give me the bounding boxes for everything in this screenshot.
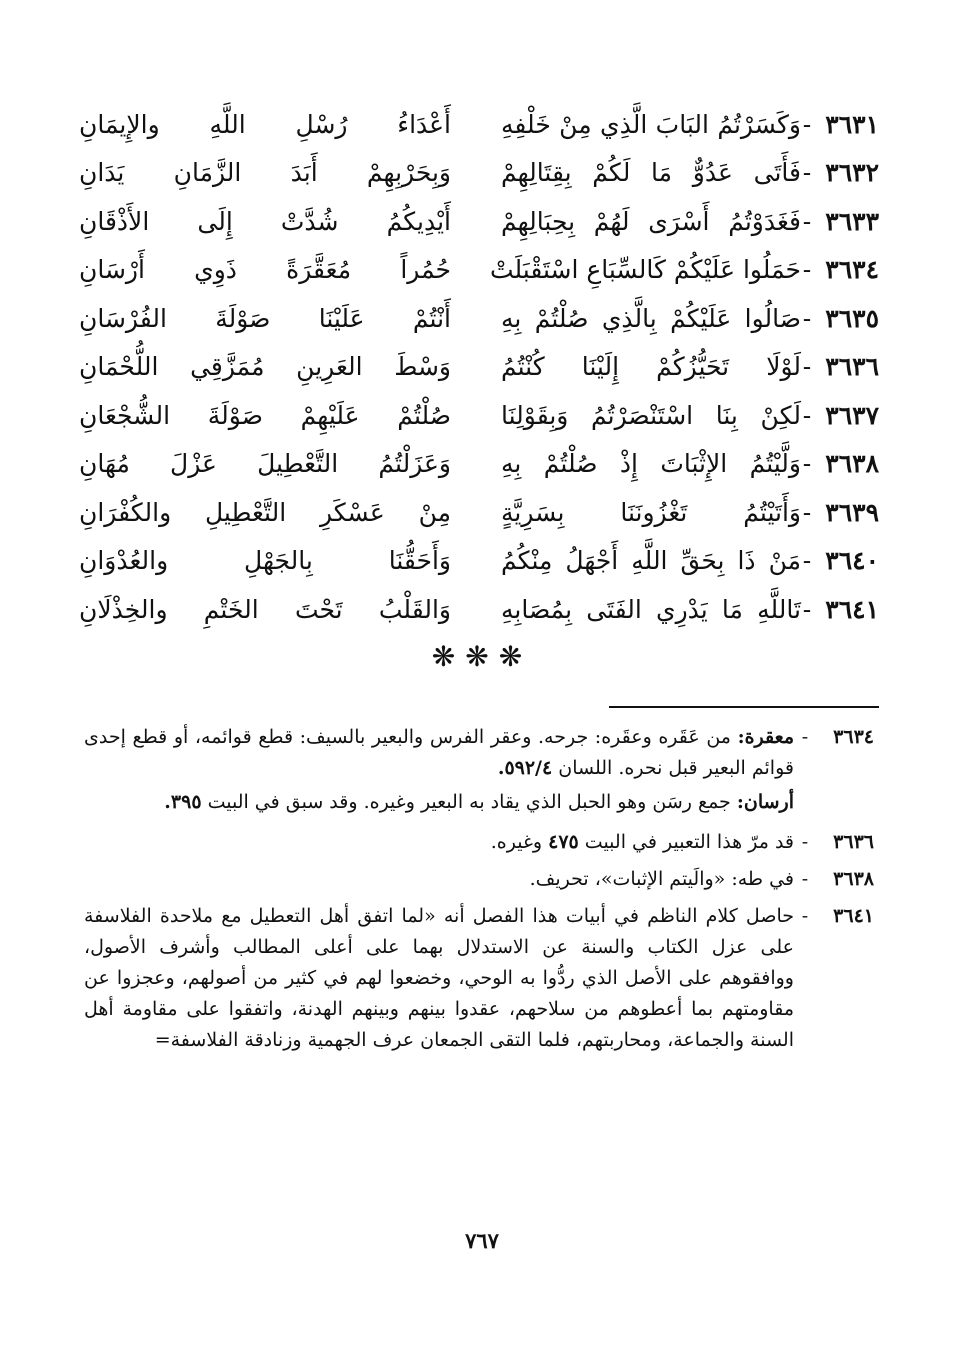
verse-line: [79, 391, 879, 440]
footnote-body: حاصل كلام الناظم في أبيات هذا الفصل أنه «لما اتفق أهل التعطيل مع ملاحدة الفلاسفة على عزل الكتاب والسنة عن الاستدلال بهما على أعلى المطالب وأشرف الأصول، ووافقوهم على الأصل الذي ردُّوا به الوحي، وخضعوا لهم في كثير من أصولهم، وعجزوا عن مقاومتهم بما أعطوهم من سلاحهم، عقدوا بينهم وبينهم الهدنة، واتفقوا على مقاومة أهل السنة والجماعة، ومحاربتهم، فلما التقى الجمعان عرف الجهمية وزنادقة الفلاسفة=: [84, 905, 794, 1051]
verse-first-hemistich: لَوْلَا تَحَيُّزُكُمْ إِلَيْنَا كُنْتُمُ: [501, 352, 801, 382]
verse-line: [79, 294, 879, 343]
verse-dash: -: [802, 594, 812, 624]
verse-first-hemistich: وَكَسَرْتُمُ البَابَ الَّذِي مِنْ خَلْفِهِ: [501, 109, 801, 139]
verse-line: [79, 197, 879, 246]
footnote-number: ٣٦٤١: [833, 905, 874, 927]
footnote: ٣٦٤١ - حاصل كلام الناظم في أبيات هذا الفصل أنه «لما اتفق أهل التعطيل مع ملاحدة الفلاسفة على عزل الكتاب والسنة عن الاستدلال بهما على أعلى المطالب وأشرف الأصول، ووافقوهم على الأصل الذي ردُّوا به الوحي، وخضعوا لهم في كثير من أصولهم، وعجزوا عن مقاومتهم بما أعطوهم من سلاحهم، عقدوا بينهم وبينهم الهدنة، واتفقوا على مقاومة أهل السنة والجماعة، ومحاربتهم، فلما التقى الجمعان عرف الجهمية وزنادقة الفلاسفة=: [84, 901, 874, 1056]
verse-number: ٣٦٣٩: [825, 497, 879, 527]
verse-dash: -: [802, 206, 812, 236]
verse-first-hemistich: وَلَّيْتُمُ الإِثْبَاتَ إِذْ صُلْتُمْ بِهِ: [501, 449, 801, 479]
verse-second-hemistich: مِنْ عَسْكَرِ التَّعْطِيلِ والكُفْرَانِ: [79, 497, 451, 527]
verse-line: [79, 343, 879, 392]
verse-second-hemistich: وَعَزَلْتُمُ التَّعْطِيلَ عَزْلَ مُهَانِ: [79, 449, 451, 479]
verse-second-hemistich: أَعْدَاءُ رُسْلِ اللَّهِ والإِيمَانِ: [79, 109, 451, 139]
section-separator: ❋❋❋: [431, 640, 533, 673]
verse-dash: -: [802, 109, 812, 139]
footnote-text: قد مرّ هذا التعبير في البيت: [584, 831, 794, 853]
verse-number: ٣٦٣٤: [825, 255, 879, 285]
verse-number: ٣٦٣١: [825, 109, 879, 139]
verse-dash: -: [802, 352, 812, 382]
verse-second-hemistich: حُمُراً مُعَقَّرَةً ذَوِي أَرْسَانِ: [79, 255, 451, 285]
verse-number: ٣٦٤٠: [825, 546, 879, 576]
verse-second-hemistich: أَنْتُمْ عَلَيْنَا صَوْلَةَ الفُرْسَانِ: [79, 303, 451, 333]
verse-second-hemistich: أَيْدِيكُمُ شُدَّتْ إِلَى الأَذْقَانِ: [79, 206, 451, 236]
verse-first-hemistich: حَمَلُوا عَلَيْكُمْ كَالسِّبَاعِ اسْتَقْبَلَتْ: [489, 255, 801, 285]
footnote-body: [84, 827, 794, 858]
verse-number: ٣٦٣٥: [825, 303, 879, 333]
footnote-ref: ٣٩٥.: [164, 791, 202, 813]
verse-number: ٣٦٤١: [825, 594, 879, 624]
footnote-divider: [609, 706, 879, 708]
verse-line: [79, 100, 879, 149]
verse-line: [79, 537, 879, 586]
verse-first-hemistich: وَأَتَيْتُمُ تَغْزُونَنَا بِسَرِيَّةٍ: [501, 497, 801, 527]
footnote-text: وغيره.: [490, 831, 543, 853]
verse-dash: -: [802, 303, 812, 333]
footnotes: [84, 722, 874, 1062]
verse-second-hemistich: صُلْتُمْ عَلَيْهِمْ صَوْلَةَ الشُّجْعَانِ: [79, 400, 451, 430]
verse-line: [79, 440, 879, 489]
verse-dash: -: [802, 158, 812, 188]
footnote-number: ٣٦٣٤: [833, 726, 874, 748]
footnote-body: في طه: «والَيتم الإثبات»، تحريف.: [529, 868, 794, 890]
footnote-ref: ٥٩٢/٤.: [497, 757, 553, 779]
footnote-body: [84, 722, 794, 821]
verse-number: ٣٦٣٦: [825, 352, 879, 382]
footnote: ٣٦٣٦ - قد مرّ هذا التعبير في البيت ٤٧٥ وغيره.: [84, 827, 874, 858]
footnote-text: جمع رسَن وهو الحبل الذي يقاد به البعير وغيره. وقد سبق في البيت: [207, 791, 731, 813]
verse-number: ٣٦٣٧: [825, 400, 879, 430]
footnote-term: أرسان:: [736, 791, 794, 813]
verse-line: [79, 488, 879, 537]
verse-first-hemistich: فَغَدَوْتُمُ أَسْرَى لَهُمْ بِحِبَالِهِمْ: [501, 206, 801, 236]
verse-dash: -: [802, 546, 812, 576]
verse-second-hemistich: وَالقَلْبُ تَحْتَ الخَتْمِ والخِذْلَانِ: [79, 594, 451, 624]
verse-second-hemistich: وَأَحَقُّنَا بِالجَهْلِ والعُدْوَانِ: [79, 546, 451, 576]
verse-number: ٣٦٣٨: [825, 449, 879, 479]
verse-first-hemistich: فَأَتَى عَدُوٌّ مَا لَكُمْ بِقِتَالِهِمْ: [501, 158, 801, 188]
verse-dash: -: [802, 400, 812, 430]
verse-first-hemistich: مَنْ ذَا بِحَقِّ اللَّهِ أَجْهَلُ مِنْكُمُ: [501, 546, 801, 576]
verse-second-hemistich: وَسْطَ العَرِينِ مُمَزَّقِي اللُّحْمَانِ: [79, 352, 451, 382]
verse-first-hemistich: تَاللَّهِ مَا يَدْرِي الفَتَى بِمُصَابِهِ: [501, 594, 801, 624]
footnote-ref: ٤٧٥: [548, 831, 579, 853]
verse-line: [79, 149, 879, 198]
verse-dash: -: [802, 497, 812, 527]
verse-first-hemistich: صَالُوا عَلَيْكُمْ بِالَّذِي صُلْتُمْ بِهِ: [501, 303, 801, 333]
footnote-text: من عَقَره وعقَره: جرحه. وعقر الفرس والبعير بالسيف: قطع قوائمه، أو قطع إحدى قوائم البعير قبل نحره. اللسان: [84, 726, 794, 779]
footnote: ٣٦٣٤ - معقرة: من عَقَره وعقَره: جرحه. وعقر الفرس والبعير بالسيف: قطع قوائمه، أو قطع إحدى قوائم البعير قبل نحره. اللسان ٥٩٢/٤. أرسان: جمع رسَن وهو الحبل الذي يقاد به البعير وغيره. وقد سبق في البيت ٣٩٥.: [84, 722, 874, 821]
footnote: ٣٦٣٨ - في طه: «والَيتم الإثبات»، تحريف.: [84, 864, 874, 895]
verse-second-hemistich: وَبِحَرْبِهِمْ أَبَدَ الزَّمَانِ يَدَانِ: [79, 158, 451, 188]
footnote-number: ٣٦٣٨: [833, 868, 874, 890]
footnote-term: معقرة:: [737, 726, 794, 748]
verse-first-hemistich: لَكِنْ بِنَا اسْتَنْصَرْتُمُ وَبِقَوْلِنَا: [501, 400, 801, 430]
verses-block: [79, 100, 879, 634]
verse-number: ٣٦٣٢: [825, 158, 879, 188]
verse-number: ٣٦٣٣: [825, 206, 879, 236]
verse-line: [79, 246, 879, 295]
page-number: ٧٦٧: [465, 1228, 499, 1253]
footnote-number: ٣٦٣٦: [833, 831, 874, 853]
verse-dash: -: [802, 255, 812, 285]
verse-dash: -: [802, 449, 812, 479]
verse-line: [79, 585, 879, 634]
